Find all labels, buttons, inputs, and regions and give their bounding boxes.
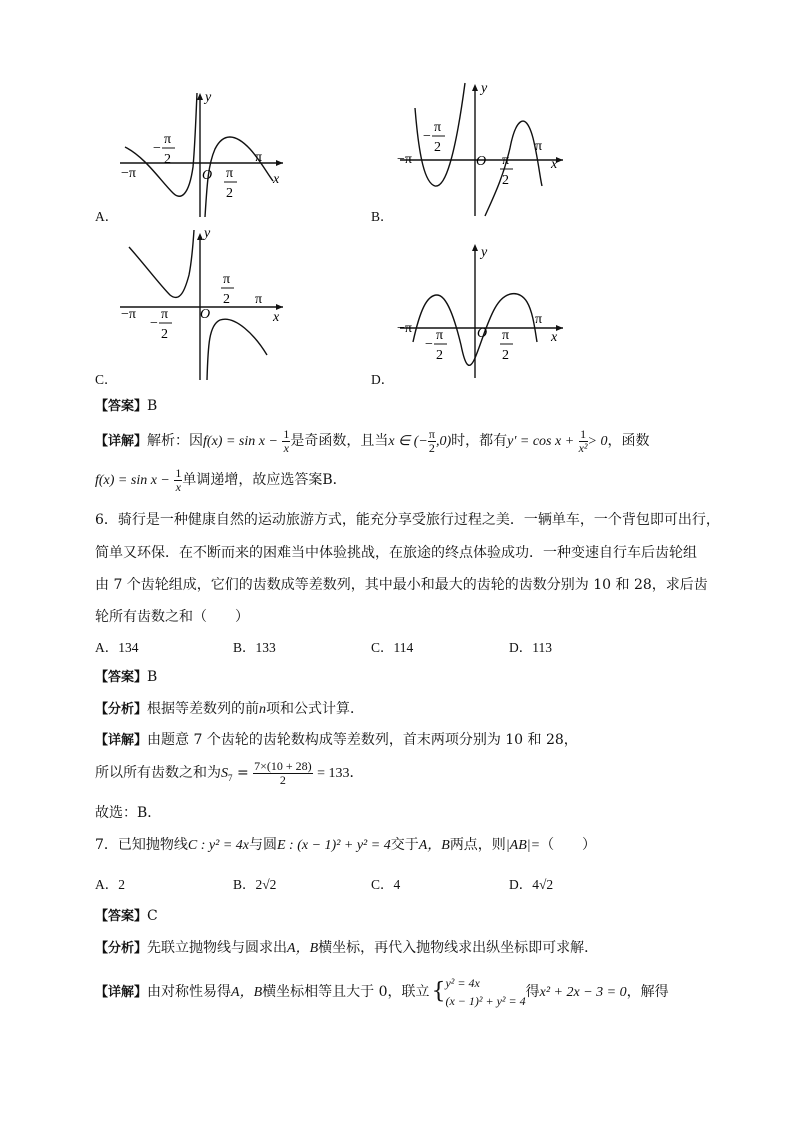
y-arrow (472, 84, 478, 91)
q6-analysis: 【分析】根据等差数列的前n项和公式计算． (95, 701, 365, 717)
analysis-tag: 【分析】 (95, 702, 148, 717)
pi-label: π (535, 139, 543, 154)
pi-den: 2 (223, 292, 230, 307)
neg-pi-label: −π (121, 307, 136, 322)
q7-option-b[interactable]: B．2√2 (233, 877, 277, 892)
y-label: y (205, 90, 212, 105)
neg-sign: − (153, 141, 161, 156)
y-label: y (481, 245, 488, 260)
q6-detail-line2: 所以所有齿数之和为$S_7$ = $\frac{7\times(10 + 28)}{2}$ = 133． (95, 758, 364, 787)
graph-a (115, 85, 295, 220)
answer-tag: 【答案】 (95, 909, 148, 924)
q7-detail: 【详解】由对称性易得A，B横坐标相等且大于 0，联立{ y² = 4x (x − 1)² + y² = 4 得x² + 2x − 3 = 0，解得 (95, 976, 669, 1008)
q6-option-a[interactable]: A．134 (95, 640, 139, 655)
x-label: x (551, 157, 558, 172)
q5-answer: 【答案】B (95, 398, 158, 414)
analysis-tag: 【分析】 (95, 941, 148, 956)
pi-num: π (502, 328, 510, 343)
origin-label: O (200, 307, 211, 322)
option-a[interactable]: A． (95, 209, 119, 224)
graph-c (115, 225, 295, 383)
detail-tag: 【详解】 (95, 434, 148, 449)
q6-stem-line: 简单又环保．在不断而来的困难当中体验挑战，在旅途的终点体验成功．一种变速自行车后齿轮组 (95, 545, 697, 561)
neg-pi-label: −π (397, 321, 412, 336)
q6-option-c[interactable]: C．114 (371, 640, 414, 655)
q6-stem-line: 轮所有齿数之和（ ） (95, 609, 249, 625)
y-label: y (481, 81, 488, 96)
x-label: x (273, 310, 280, 325)
pi-den: 2 (434, 140, 441, 155)
q7-option-c[interactable]: C．4 (371, 877, 401, 892)
answer-tag: 【答案】 (95, 670, 148, 685)
q6-answer: 【答案】B (95, 669, 158, 685)
pi-num: π (223, 272, 231, 287)
pi-num: π (436, 328, 444, 343)
curve-right (207, 319, 267, 380)
neg-pi-label: −π (121, 166, 136, 181)
option-c[interactable]: C． (95, 372, 118, 387)
origin-label: O (476, 154, 487, 169)
equation-system: y² = 4x (x − 1)² + y² = 4 (445, 976, 526, 1008)
detail-tag: 【详解】 (95, 985, 148, 1000)
q5-detail-line2: f(x) = sin x − $\frac{1}{x}$ 单调递增，故应选答案B． (95, 465, 347, 494)
q5-detail-line1: 【详解】解析：因f(x) = sin x − $\frac{1}{x}$ 是奇函数，且当x ∈ (− $\frac{\pi}{2}$ ,0)时，都有y′ = cos x + $\frac{1}{\text{x²}}$ > 0，函数 (95, 426, 650, 455)
system-brace: { (431, 979, 446, 1004)
neg-sign: − (150, 316, 158, 331)
pi-num: π (226, 166, 234, 181)
pi-num: π (434, 120, 442, 135)
origin-label: O (202, 168, 213, 183)
pi-num: π (164, 132, 172, 147)
curve-left (129, 230, 194, 297)
pi-den: 2 (436, 348, 443, 363)
origin-label: O (477, 326, 488, 341)
pi-num: π (161, 307, 169, 322)
pi-den: 2 (502, 173, 509, 188)
graph-d (395, 240, 575, 380)
neg-pi-label: −π (397, 152, 412, 167)
option-b[interactable]: B． (371, 209, 394, 224)
pi-den: 2 (161, 327, 168, 342)
q6-stem-line: 由 7 个齿轮组成，它们的齿数成等差数列，其中最小和最大的齿轮的齿数分别为 10 和 28，求后齿 (95, 577, 708, 593)
q7-option-a[interactable]: A．2 (95, 877, 125, 892)
pi-label: π (255, 150, 263, 165)
q7-stem: 7．已知抛物线C : y² = 4x与圆E : (x − 1)² + y² = 4交于A，B两点，则|AB|=（ ） (95, 837, 597, 853)
curve-left (413, 295, 475, 365)
detail-tag: 【详解】 (95, 733, 148, 748)
y-arrow (197, 93, 203, 100)
pi-num: π (502, 153, 510, 168)
y-arrow (472, 244, 478, 251)
q7-option-d[interactable]: D．4√2 (509, 877, 554, 892)
x-label: x (273, 172, 280, 187)
q6-stem-line: 6．骑行是一种健康自然的运动旅游方式，能充分享受旅行过程之美．一辆单车，一个背包即可出行， (95, 512, 720, 528)
neg-sign: − (425, 337, 433, 352)
neg-sign: − (423, 129, 431, 144)
q7-analysis: 【分析】先联立抛物线与圆求出A，B横坐标，再代入抛物线求出纵坐标即可求解． (95, 940, 599, 956)
pi-label: π (535, 312, 543, 327)
y-arrow (197, 233, 203, 240)
pi-den: 2 (502, 348, 509, 363)
option-d[interactable]: D． (371, 372, 395, 387)
answer-tag: 【答案】 (95, 399, 148, 414)
pi-label: π (255, 292, 263, 307)
q7-answer: 【答案】C (95, 908, 158, 924)
x-arrow (276, 160, 283, 166)
curve-right (485, 121, 542, 216)
x-label: x (551, 330, 558, 345)
y-label: y (204, 226, 211, 241)
q6-option-b[interactable]: B．133 (233, 640, 276, 655)
q6-option-d[interactable]: D．113 (509, 640, 552, 655)
graph-b (395, 78, 575, 218)
curve-right (205, 137, 273, 217)
q6-detail-line1: 【详解】由题意 7 个齿轮的齿轮数构成等差数列，首末两项分别为 10 和 28， (95, 732, 578, 748)
pi-den: 2 (226, 186, 233, 201)
pi-den: 2 (164, 152, 171, 167)
q6-conclusion: 故选：B． (95, 805, 162, 821)
